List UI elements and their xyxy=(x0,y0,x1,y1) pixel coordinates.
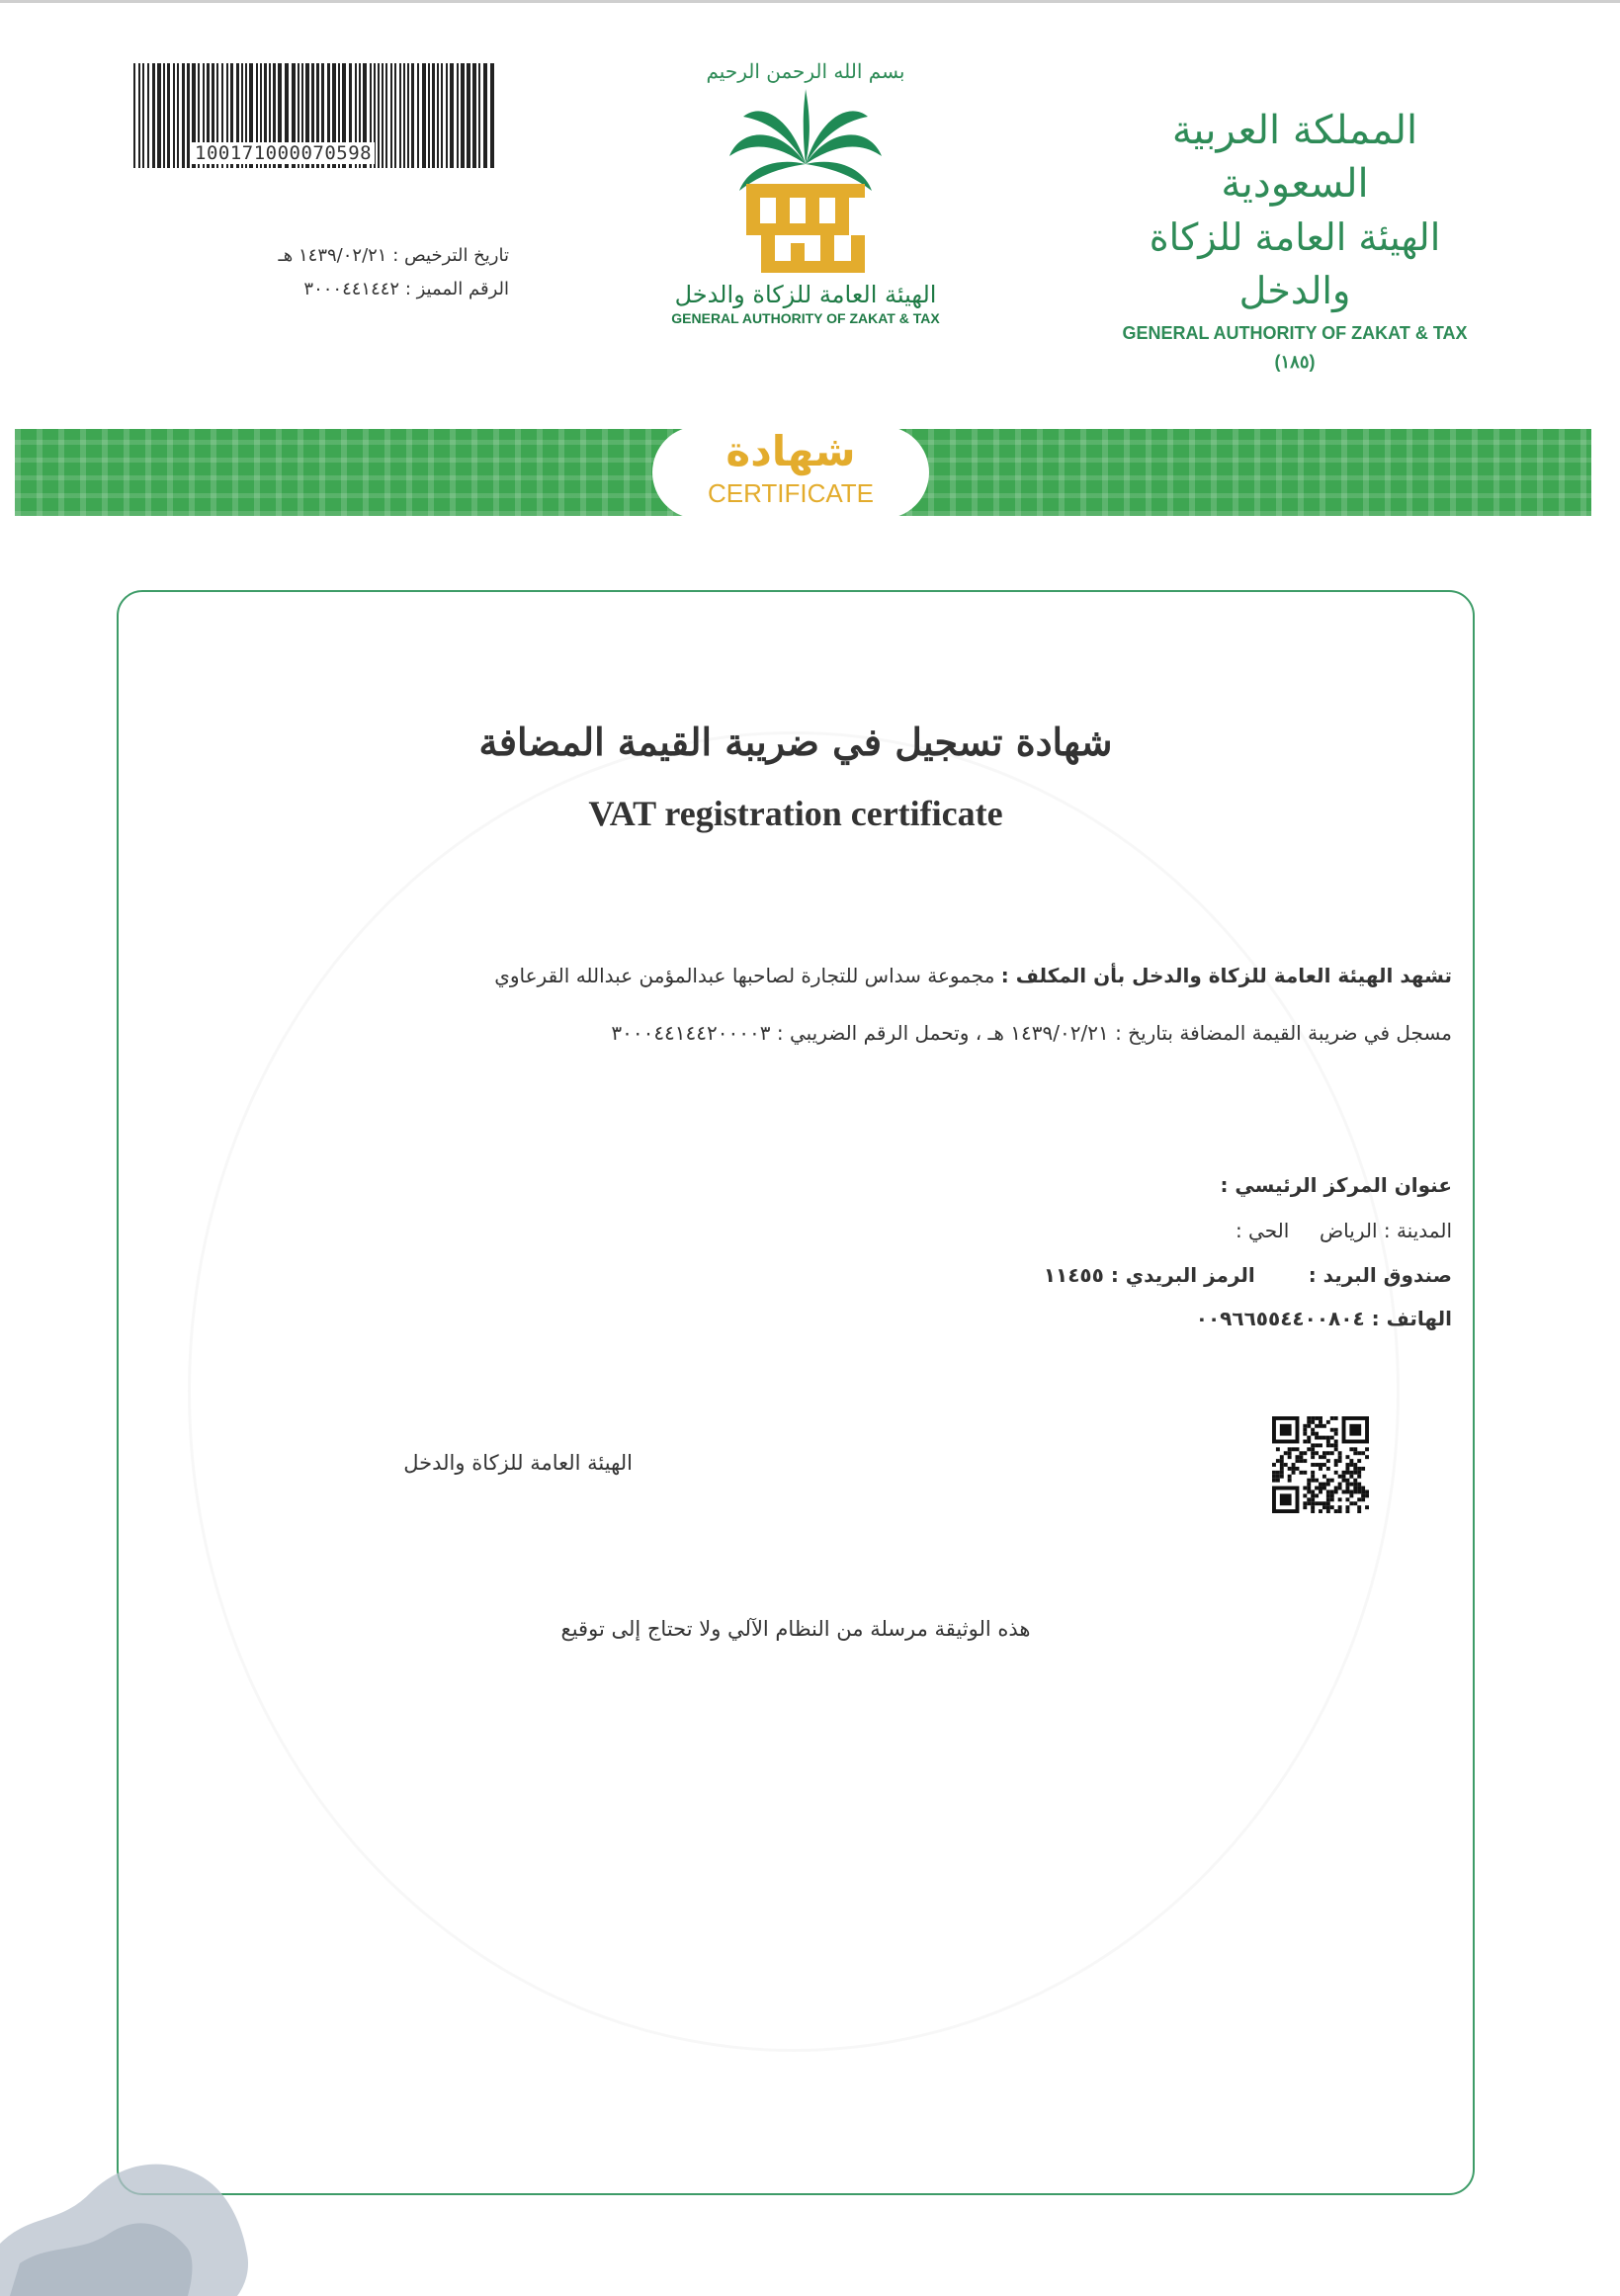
certify-line xyxy=(494,964,1452,987)
address-phone: الهاتف : ٠٠٩٦٦٥٥٤٤٠٠٨٠٤ xyxy=(1195,1307,1452,1330)
right-header xyxy=(1097,104,1492,373)
badge-label-en: CERTIFICATE xyxy=(707,478,875,508)
barcode xyxy=(133,63,494,168)
license-date: تاريخ الترخيص : ١٤٣٩/٠٢/٢١ هـ xyxy=(278,245,509,266)
barcode-number: 100171000070598 xyxy=(192,142,375,164)
top-border-line xyxy=(0,0,1620,3)
qr-code xyxy=(1272,1416,1369,1513)
address-heading: عنوان المركز الرئيسي : xyxy=(1220,1173,1452,1197)
certificate-title-ar: شهادة تسجيل في ضريبة القيمة المضافة xyxy=(478,720,1113,764)
license-info xyxy=(213,239,509,306)
address-city: المدينة : الرياض xyxy=(1319,1219,1452,1242)
registration-line: مسجل في ضريبة القيمة المضافة بتاريخ : ١٤٣٩/٠٢/٢١ هـ ، وتحمل الرقم الضريبي : ٣٠٠٠٤٤١٤٤٢٠٠٠٠٣ xyxy=(611,1021,1452,1045)
kingdom-name-ar: المملكة العربية السعودية xyxy=(1171,108,1418,207)
bismillah: بسم الله الرحمن الرحيم xyxy=(706,59,905,83)
badge-label-ar: شهادة xyxy=(725,427,856,475)
palm-logo-icon xyxy=(722,87,890,275)
center-authority-name-ar: الهيئة العامة للزكاة والدخل xyxy=(674,281,937,308)
address-district: الحي : xyxy=(1235,1219,1290,1242)
certificate-badge xyxy=(652,426,929,519)
zakat-logo xyxy=(647,59,964,376)
address-po-box: صندوق البريد : xyxy=(1308,1263,1452,1287)
taxpayer-name: مجموعة سداس للتجارة لصاحبها عبدالمؤمن عبدالله القرعاوي xyxy=(494,964,995,987)
center-authority-name-en: GENERAL AUTHORITY OF ZAKAT & TAX xyxy=(671,310,940,326)
authority-name-ar: الهيئة العامة للزكاة والدخل xyxy=(1149,215,1441,312)
address-postal-code: الرمز البريدي : ١١٤٥٥ xyxy=(1043,1263,1255,1287)
ink-smudge xyxy=(0,2155,257,2296)
automated-document-note: هذه الوثيقة مرسلة من النظام الآلي ولا تحتاج إلى توقيع xyxy=(560,1617,1031,1641)
certificate-title-en: VAT registration certificate xyxy=(588,794,1003,833)
address-city-line xyxy=(1236,1219,1452,1242)
certify-label: تشهد الهيئة العامة للزكاة والدخل بأن المكلف : xyxy=(1000,964,1452,987)
authority-signature-text: الهيئة العامة للزكاة والدخل xyxy=(403,1451,633,1475)
watermark xyxy=(188,731,1400,2052)
form-number: (١٨٥) xyxy=(1274,352,1316,372)
distinct-number: الرقم المميز : ٣٠٠٠٤٤١٤٤٢ xyxy=(303,279,509,299)
address-postal-line xyxy=(1044,1263,1452,1287)
authority-name-en: GENERAL AUTHORITY OF ZAKAT & TAX xyxy=(1122,323,1468,343)
